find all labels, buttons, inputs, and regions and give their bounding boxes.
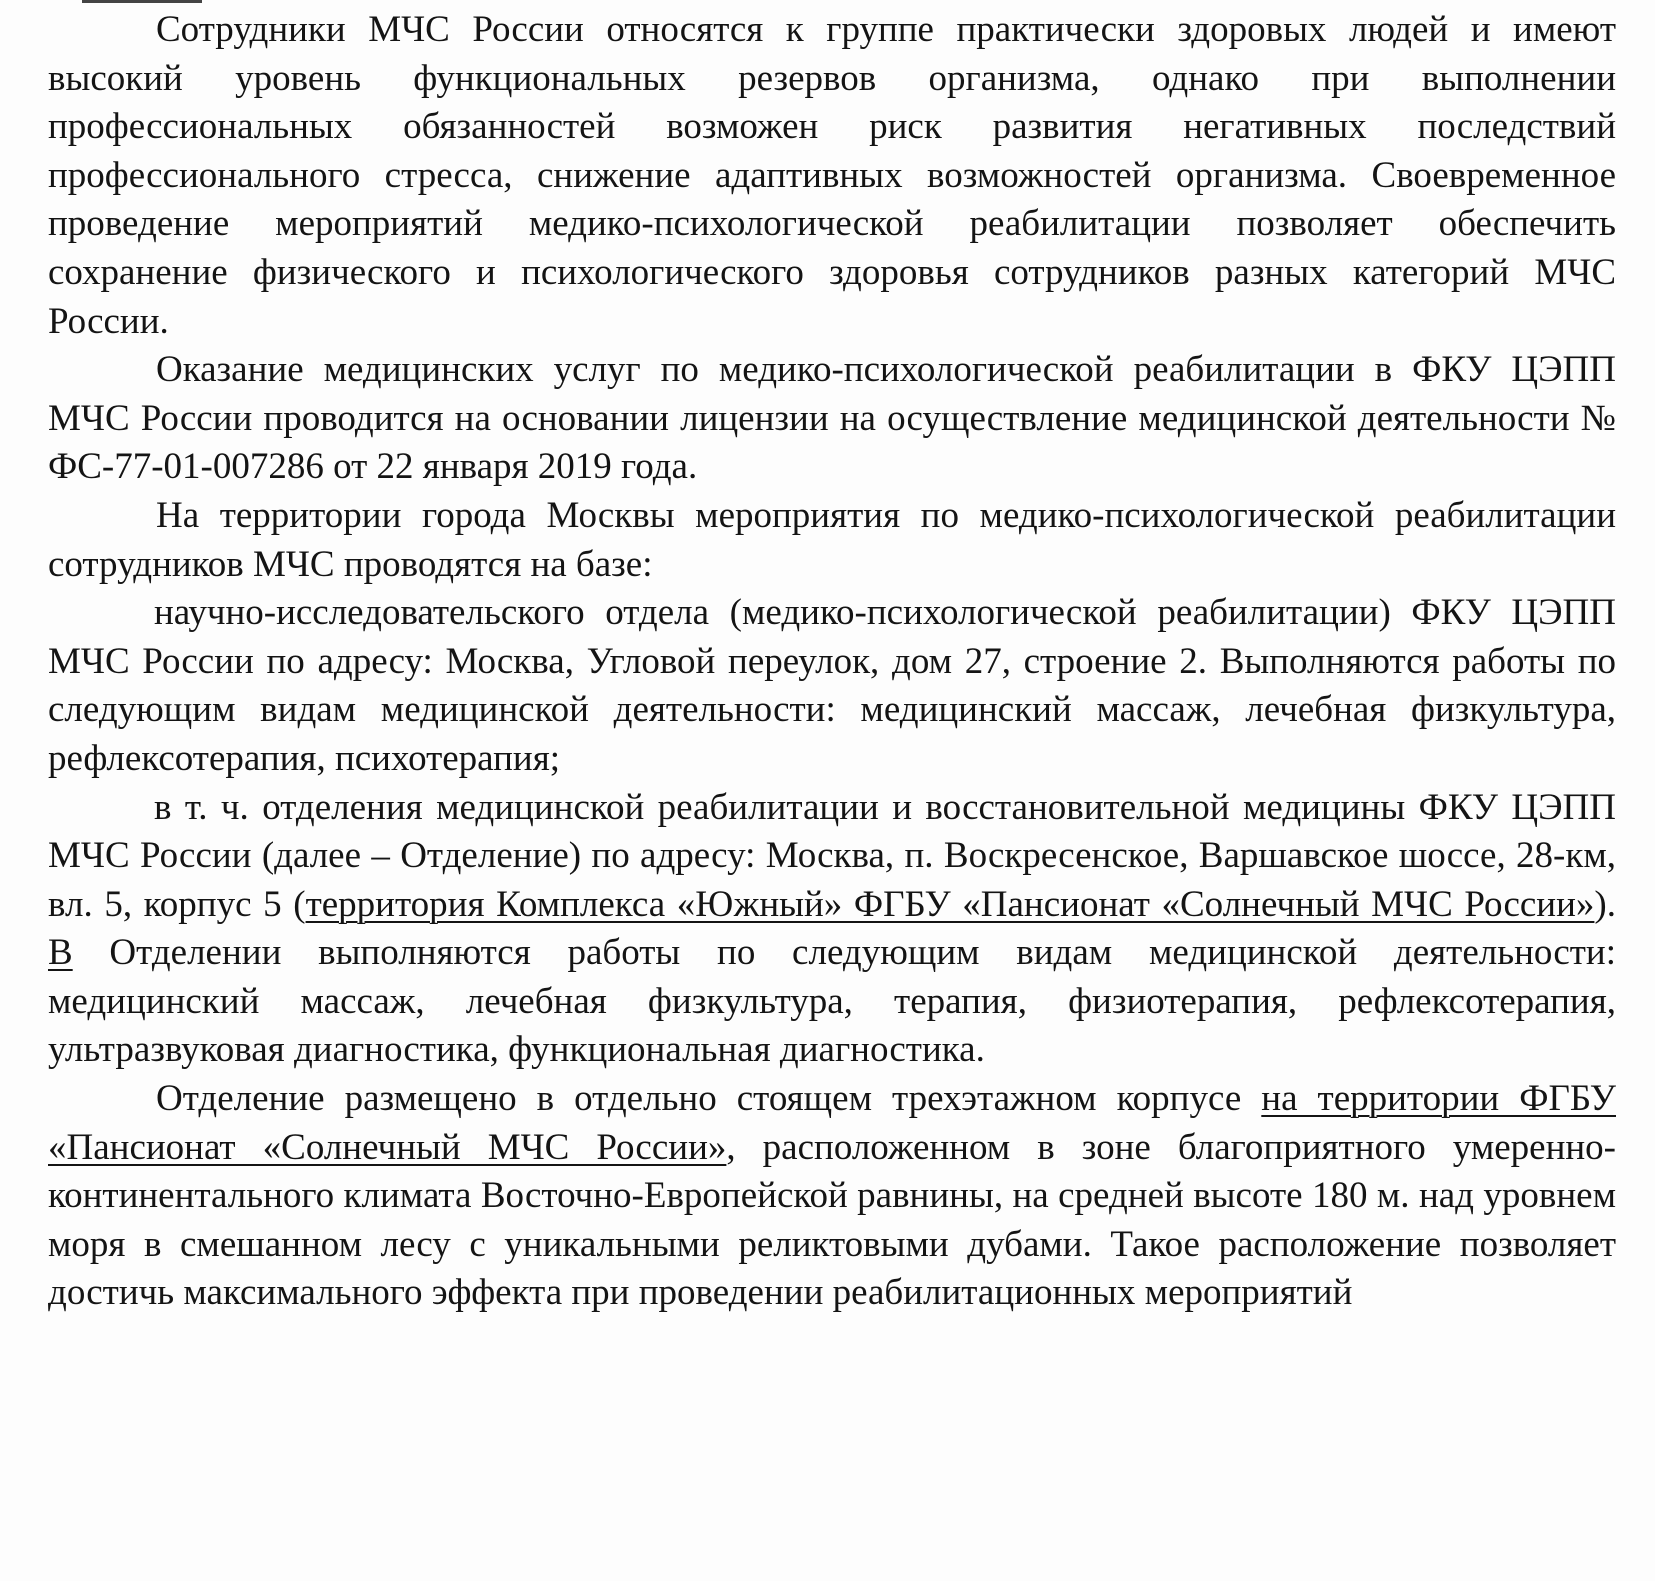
list-item-rehabilitation-department <box>48 784 1616 1076</box>
paragraph-moscow-base: На территории города Москвы мероприятия по медико-психологической реабилитации сотрудников МЧС проводятся на базе: <box>48 494 1616 585</box>
underlined-preposition: В <box>48 932 73 974</box>
department-services-text: Отделении выполняются работы по следующим видам медицинской деятельности: медицинский массаж, лечебная физкультура, терапия, физиотерапия, рефлексотерапия, ультразвуковая диагностика, функциональная диагностика. <box>48 932 1616 1071</box>
paragraph-license: Оказание медицинских услуг по медико-психологической реабилитации в ФКУ ЦЭПП МЧС России проводится на основании лицензии на осуществление медицинской деятельности № ФС-77-01-007286 от 22 января 2019 года. <box>48 349 1616 488</box>
document-body <box>48 6 1616 1318</box>
location-intro-text: Отделение размещено в отдельно стоящем трехэтажном корпусе <box>156 1078 1262 1120</box>
department-address-text: в т. ч. отделения медицинской реабилитации и восстановительной медицины ФКУ ЦЭПП МЧС России (далее – Отделение) по адресу: Москва, п. Воскресенское, Варшавское шоссе, 28-км, вл. 5, корпус 5 ( <box>48 786 1616 925</box>
location-description-text: , расположенном в зоне благоприятного умеренно-континентального климата Восточно-Европейской равнины, на средней высоте 180 м. над уровнем моря в смешанном лесу с уникальными реликтовыми дубами. Такое расположение позволяет достичь максимального эффекта при проведении реабилитационных мероприятий <box>48 1126 1617 1314</box>
paragraph-location-climate <box>48 1075 1616 1318</box>
paragraph-employees-health: Сотрудники МЧС России относятся к группе практически здоровых людей и имеют высокий уровень функциональных резервов организма, однако при выполнении профессиональных обязанностей возможен риск развития негативных последствий профессионального стресса, снижение адаптивных возможностей организма. Своевременное проведение мероприятий медико-психологической реабилитации позволяет обеспечить сохранение физического и психологического здоровья сотрудников разных категорий МЧС России. <box>48 9 1616 342</box>
cropped-previous-line <box>82 0 202 3</box>
closing-parenthesis-text: ). <box>1594 883 1616 925</box>
list-item-research-department: научно-исследовательского отдела (медико-психологической реабилитации) ФКУ ЦЭПП МЧС России по адресу: Москва, Угловой переулок, дом 27, строение 2. Выполняются работы по следующим видам медицинской деятельности: медицинский массаж, лечебная физкультура, рефлексотерапия, психотерапия; <box>48 592 1616 779</box>
underlined-location-text: на территории ФГБУ «Пансионат «Солнечный МЧС России» <box>48 1078 1616 1168</box>
underlined-territory-text: территория Комплекса «Южный» ФГБУ «Пансионат «Солнечный МЧС России» <box>305 883 1595 925</box>
